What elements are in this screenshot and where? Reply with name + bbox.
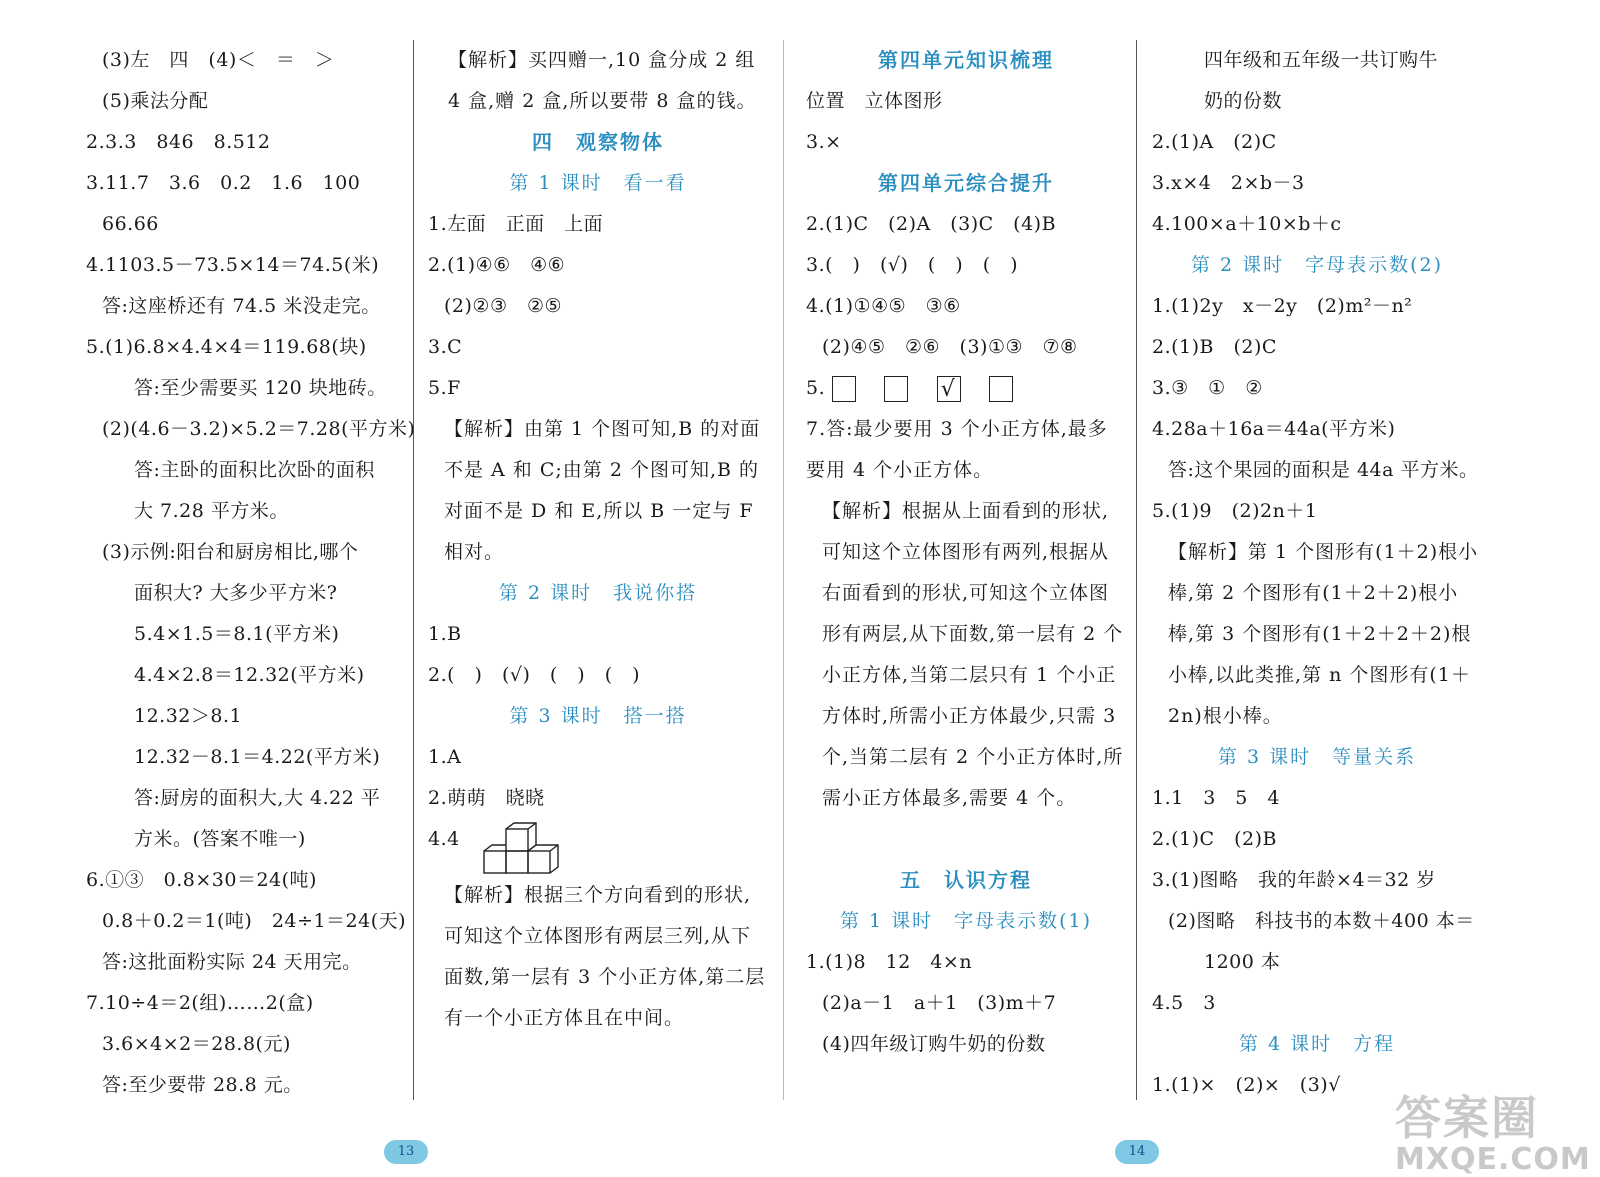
answer-line: 2.3.3 846 8.512 [86, 131, 271, 153]
answer-line: 1.(1)8 12 4×n [806, 951, 973, 973]
lesson-heading: 第 3 课时 等量关系 [1217, 746, 1417, 768]
answer-line: (3)示例:阳台和厨房相比,哪个 [102, 541, 359, 563]
explanation-paragraph: 【解析】根据从上面看到的形状,可知这个立体图形有两列,根据从右面看到的形状,可知这个立体图形有两层,从下面数,第一层有 2 个小正方体,当第二层只有 1 个小正方体时,所需小正方体最少,只需 3 个,当第二层有 2 个小正方体时,所需小正方体最多,需要 4 个。 [822, 500, 1124, 809]
answer-line: 4.(1)①④⑤ ③⑥ [806, 295, 961, 317]
lesson-heading: 第 1 课时 字母表示数(1) [839, 910, 1093, 932]
column-4 [1152, 40, 1482, 1106]
answer-line: 5.(1)6.8×4.4×4＝119.68(块) [86, 336, 367, 358]
answer-line: 0.8＋0.2＝1(吨) 24÷1＝24(天) [102, 910, 407, 932]
answer-line: (4)四年级订购牛奶的份数 [822, 1033, 1046, 1055]
answer-line: 1.(1)× (2)× (3)√ [1152, 1074, 1341, 1096]
answer-line: 66.66 [102, 213, 159, 235]
answer-line [428, 819, 768, 875]
answer-line: 4.4×2.8＝12.32(平方米) [134, 664, 365, 686]
answer-line: 7.10÷4＝2(组)……2(盒) [86, 992, 314, 1014]
answer-line: 2.(1)B (2)C [1152, 336, 1277, 358]
answer-line: 6.①③ 0.8×30＝24(吨) [86, 869, 317, 891]
answer-line: 3.C [428, 336, 463, 358]
column-1 [86, 40, 416, 1106]
answer-box [989, 376, 1013, 402]
watermark [1395, 1082, 1591, 1177]
answer-box [884, 376, 908, 402]
answer-line: 2.(1)C (2)B [1152, 828, 1277, 850]
answer-line: 3.③ ① ② [1152, 377, 1263, 399]
answer-line: (2)图略 科技书的本数＋400 本＝ [1168, 910, 1475, 932]
answer-line: 1.1 3 5 4 [1152, 787, 1280, 809]
answer-line: 面积大? 大多少平方米? [134, 582, 338, 604]
answer-line: 5.F [428, 377, 461, 399]
lesson-heading: 第 4 课时 方程 [1238, 1033, 1396, 1055]
answer-line: 1.左面 正面 上面 [428, 213, 604, 235]
lesson-heading: 第 3 课时 搭一搭 [509, 705, 687, 727]
section-heading: 第四单元综合提升 [878, 171, 1054, 195]
answer-line: 奶的份数 [1204, 90, 1283, 112]
answer-line: 5.(1)9 (2)2n＋1 [1152, 500, 1318, 522]
answer-line: 1.(1)2y x－2y (2)m²－n² [1152, 295, 1413, 317]
answer-line: 1.A [428, 746, 462, 768]
explanation-paragraph: 【解析】根据三个方向看到的形状,可知这个立体图形有两层三列,从下面数,第一层有 3 个小正方体,第二层有一个小正方体且在中间。 [444, 884, 766, 1029]
column-divider-center [783, 40, 784, 1100]
answer-line: 方米。(答案不唯一) [134, 828, 306, 850]
answer-line: 3.× [806, 131, 842, 153]
answer-line: (2)②③ ②⑤ [444, 295, 563, 317]
answer-box-checked [937, 376, 961, 402]
answer-line: 1.B [428, 623, 462, 645]
answer-line: 答:厨房的面积大,大 4.22 平 [134, 787, 381, 809]
column-divider-right [1136, 40, 1137, 1100]
answer-line: 答:至少要带 28.8 元。 [102, 1074, 303, 1096]
cube-figure [482, 819, 562, 875]
section-heading: 五 认识方程 [900, 868, 1032, 892]
answer-line: 大 7.28 平方米。 [134, 500, 289, 522]
answer-line: 答:这个果园的面积是 44a 平方米。 [1168, 459, 1479, 481]
answer-line: 位置 立体图形 [806, 90, 943, 112]
answer-line: 4.5 3 [1152, 992, 1216, 1014]
page-number-left: 13 [384, 1140, 428, 1164]
explanation-paragraph: 【解析】第 1 个图形有(1＋2)根小棒,第 2 个图形有(1＋2＋2)根小棒,第 3 个图形有(1＋2＋2＋2)根小棒,以此类推,第 n 个图形有(1＋2n)根小棒。 [1168, 541, 1479, 727]
watermark-url: MXQE.COM [1395, 1142, 1591, 1177]
column-2 [428, 40, 768, 1080]
answer-line: 1200 本 [1204, 951, 1281, 973]
answer-line: 4.100×a＋10×b＋c [1152, 213, 1342, 235]
answer-line: (2)a－1 a＋1 (3)m＋7 [822, 992, 1057, 1014]
watermark-title: 答案圈 [1395, 1091, 1539, 1145]
section-heading: 第四单元知识梳理 [878, 48, 1054, 72]
answer-line: 答:这座桥还有 74.5 米没走完。 [102, 295, 381, 317]
answer-line: 12.32＞8.1 [134, 705, 243, 727]
answer-box [832, 376, 856, 402]
check-mark: √ [940, 377, 956, 402]
answer-line: 2.(1)C (2)A (3)C (4)B [806, 213, 1057, 235]
column-3 [806, 40, 1126, 1065]
answer-paragraph: 7.答:最少要用 3 个小正方体,最多要用 4 个小正方体。 [806, 418, 1108, 481]
answer-text: 4.4 [428, 828, 460, 850]
answer-line: 3.6×4×2＝28.8(元) [102, 1033, 291, 1055]
lesson-heading: 第 1 课时 看一看 [509, 172, 687, 194]
answer-line: 2.(1)A (2)C [1152, 131, 1277, 153]
answer-line: 3.( ) (√) ( ) ( ) [806, 254, 1019, 276]
answer-line: 答:主卧的面积比次卧的面积 [134, 459, 375, 481]
answer-line: 四年级和五年级一共订购牛 [1204, 49, 1439, 71]
lesson-heading: 第 2 课时 字母表示数(2) [1190, 254, 1444, 276]
answer-line [806, 368, 1126, 409]
answer-line: (2)(4.6－3.2)×5.2＝7.28(平方米) [102, 418, 416, 440]
answer-line: 2.萌萌 晓晓 [428, 787, 545, 809]
answer-line: 2.(1)④⑥ ④⑥ [428, 254, 566, 276]
page-number-right: 14 [1115, 1140, 1159, 1164]
answer-line: 12.32－8.1＝4.22(平方米) [134, 746, 381, 768]
answer-line: 答:至少需要买 120 块地砖。 [134, 377, 387, 399]
column-divider-left [413, 40, 414, 1100]
answer-line: 3.11.7 3.6 0.2 1.6 100 [86, 172, 361, 194]
answer-line: (2)④⑤ ②⑥ (3)①③ ⑦⑧ [822, 336, 1078, 358]
section-heading: 四 观察物体 [532, 130, 664, 154]
lesson-heading: 第 2 课时 我说你搭 [498, 582, 698, 604]
answer-line: 4.28a＋16a＝44a(平方米) [1152, 418, 1396, 440]
explanation-paragraph: 【解析】买四赠一,10 盒分成 2 组 4 盒,赠 2 盒,所以要带 8 盒的钱。 [448, 49, 757, 112]
answer-text: 5. [806, 377, 826, 399]
answer-line: 答:这批面粉实际 24 天用完。 [102, 951, 362, 973]
answer-line: (5)乘法分配 [102, 90, 209, 112]
answer-line: 3.(1)图略 我的年龄×4＝32 岁 [1152, 869, 1436, 891]
answer-line: 5.4×1.5＝8.1(平方米) [134, 623, 340, 645]
answer-line: 4.1103.5－73.5×14＝74.5(米) [86, 254, 380, 276]
answer-line: (3)左 四 (4)＜ ＝ ＞ [102, 49, 335, 71]
answer-line: 3.x×4 2×b－3 [1152, 172, 1305, 194]
answer-line: 2.( ) (√) ( ) ( ) [428, 664, 641, 686]
explanation-paragraph: 【解析】由第 1 个图可知,B 的对面不是 A 和 C;由第 2 个图可知,B 的对面不是 D 和 E,所以 B 一定与 F 相对。 [444, 418, 761, 563]
